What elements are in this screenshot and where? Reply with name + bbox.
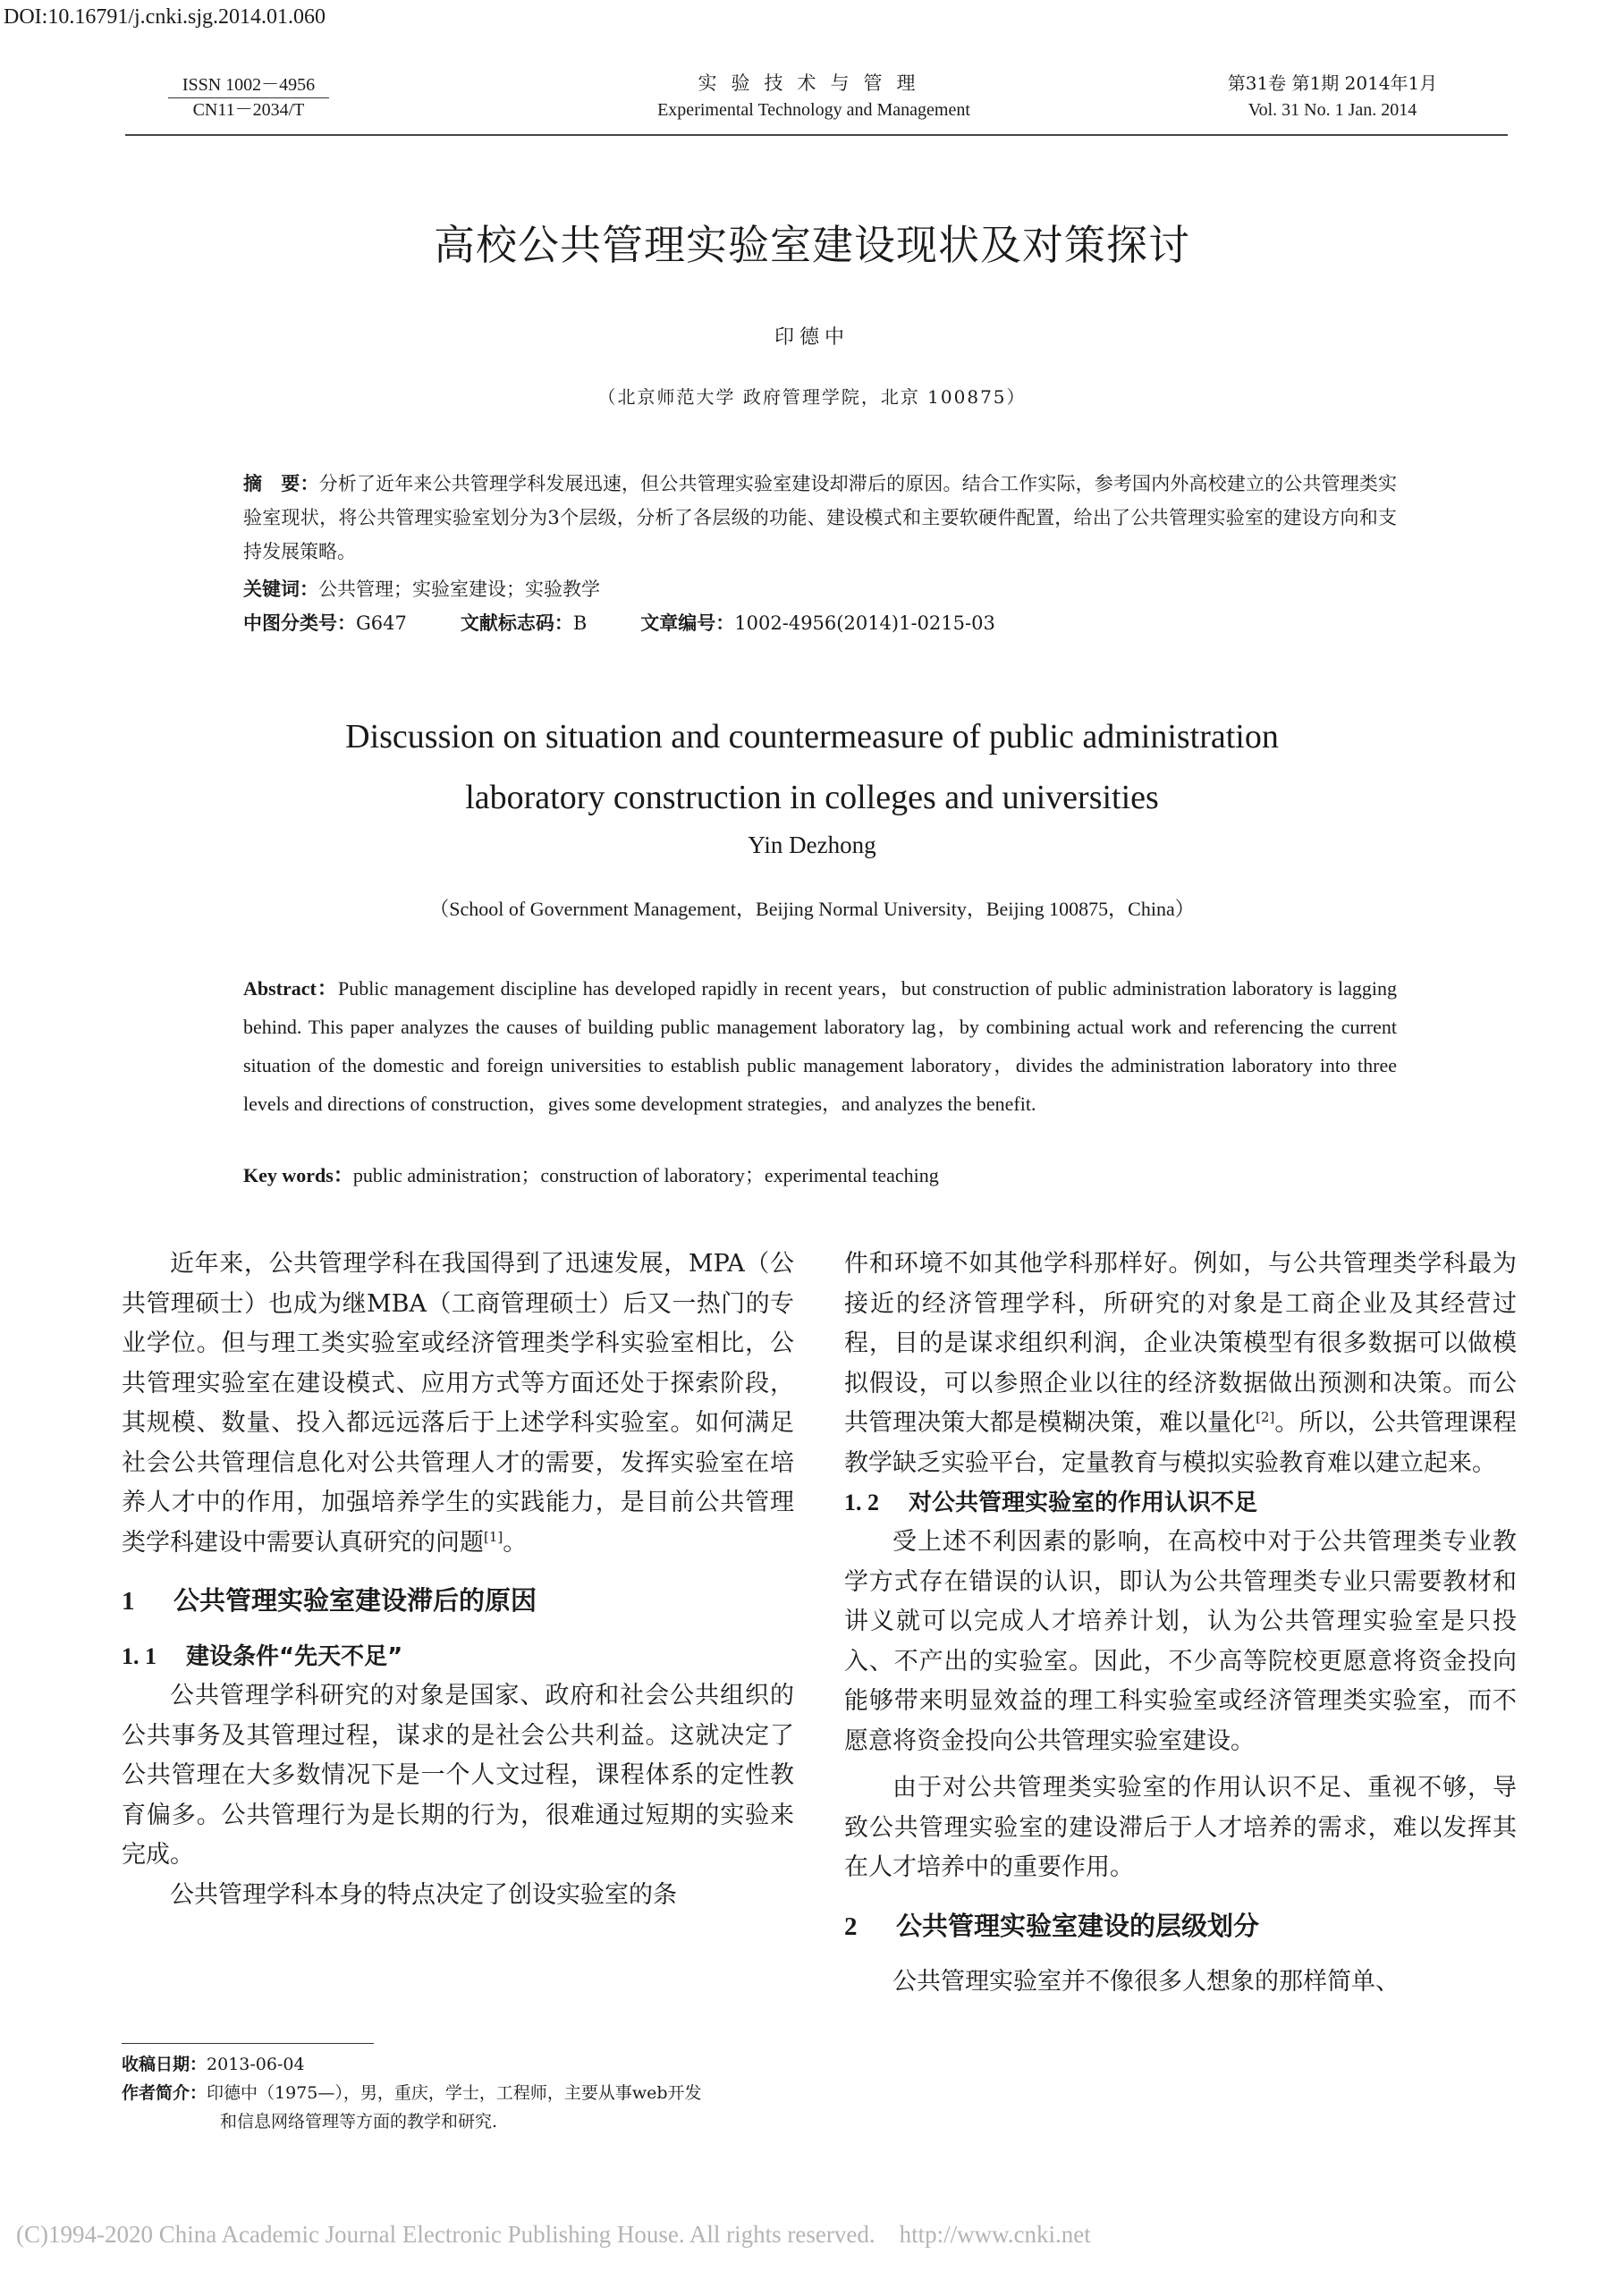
keywords-en-label: Key words： xyxy=(243,1164,353,1186)
header-rule xyxy=(125,134,1508,136)
paragraph-2-text: 件和环境不如其他学科那样好。例如，与公共管理类学科最为接近的经济管理学科，所研究的对象是工商企业及其经营过程，目的是谋求组织利润，企业决策模型有很多数据可以做模拟假设，可以参照企业以往的经济数据做出预测和决策。而公共管理决策大都是模糊决策，难以量化 xyxy=(844,1250,1517,1437)
affiliation-en: （School of Government Management，Beijing Normal University，Beijing 100875，China） xyxy=(429,898,1195,920)
section-2-title: 公共管理实验室建设的层级划分 xyxy=(896,1910,1260,1941)
section-1-title: 公共管理实验室建设滞后的原因 xyxy=(173,1585,537,1616)
keywords-cn-label: 关键词： xyxy=(243,578,318,600)
author-en: Yin Dezhong xyxy=(748,831,876,858)
title-en-line-1: Discussion on situation and countermeasure of public administration xyxy=(345,718,1279,755)
abstract-en xyxy=(243,969,1397,1123)
section-1-number: 1 xyxy=(122,1587,135,1616)
keywords-en xyxy=(243,1161,939,1188)
article-no-value: 1002-4956(2014)1-0215-03 xyxy=(734,612,995,634)
abstract-cn-label: 摘 要： xyxy=(243,473,319,494)
clc-value: G647 xyxy=(356,612,407,634)
citation-1: [1] xyxy=(484,1528,503,1545)
intro-end: 。 xyxy=(503,1528,528,1557)
intro-text: 近年来，公共管理学科在我国得到了迅速发展，MPA（公共管理硕士）也成为继MBA（工商管理硕士）后又一热门的专业学位。但与理工类实验室或经济管理类学科实验室相比，公共管理实验室在建设模式、应用方式等方面还处于探索阶段，其规模、数量、投入都远远落后于上述学科实验室。如何满足社会公共管理信息化对公共管理人才的需要，发挥实验室在培养人才中的作用，加强培养学生的实践能力，是目前公共管理类学科建设中需要认真研究的问题 xyxy=(122,1250,794,1557)
classification-line xyxy=(243,606,995,640)
paragraph-5: 公共管理实验室并不像很多人想象的那样简单、 xyxy=(892,1967,1400,1996)
issn-number: ISSN 1002－4956 xyxy=(168,73,329,98)
title-cn: 高校公共管理实验室建设现状及对策探讨 xyxy=(434,221,1190,269)
abstract-en-text: Public management discipline has developed rapidly in recent years，but construction of public administration laboratory is lagging behind. This paper analyzes the causes of building public management laboratory lag，by combining actual work and referencing the current situation of the domestic and foreign universities to establish public management laboratory，divides the administration laboratory into three levels and directions of construction，gives some development strategies，and analyzes the benefit. xyxy=(243,977,1397,1115)
intro-paragraph xyxy=(122,1245,794,1563)
title-en xyxy=(0,706,1624,828)
footnote-rule xyxy=(122,2043,374,2044)
section-1-1-number: 1. 1 xyxy=(122,1643,156,1669)
author-bio-line-1: 印德中（1975—），男，重庆，学士，工程师，主要从事web开发 xyxy=(207,2083,702,2103)
citation-2: [2] xyxy=(1256,1409,1275,1425)
volume-block xyxy=(1163,70,1502,123)
journal-name-cn: 实验技术与管理 xyxy=(698,72,930,94)
section-2-heading xyxy=(844,1906,1517,1946)
doi-line: DOI:10.16791/j.cnki.sjg.2014.01.060 xyxy=(4,5,326,29)
cn-number: CN11－2034/T xyxy=(192,100,305,120)
abstract-cn-text: 分析了近年来公共管理学科发展迅速，但公共管理实验室建设却滞后的原因。结合工作实际，参考国内外高校建立的公共管理类实验室现状，将公共管理实验室划分为3个层级，分析了各层级的功能、建设模式和主要软硬件配置，给出了公共管理实验室的建设方向和支持发展策略。 xyxy=(243,473,1398,562)
paragraph-2-end: 。所以，公共管理课程教学缺乏实验平台，定量教育与模拟实验教育难以建立起来。 xyxy=(844,1409,1518,1477)
body-column-left xyxy=(122,1245,794,1915)
paragraph-2-start: 公共管理学科本身的特点决定了创设实验室的条 xyxy=(170,1880,677,1909)
volume-cn: 第31卷 第1期 2014年1月 xyxy=(1227,72,1438,94)
affiliation-cn: （北京师范大学 政府管理学院，北京 100875） xyxy=(597,386,1027,408)
author-bio xyxy=(122,2080,702,2106)
received-date xyxy=(122,2051,305,2078)
section-1-1-heading xyxy=(122,1637,794,1676)
author-bio-label: 作者简介： xyxy=(122,2083,207,2103)
section-1-1-title: 建设条件“先天不足” xyxy=(186,1643,403,1670)
keywords-cn-text: 公共管理；实验室建设；实验教学 xyxy=(318,578,600,600)
doc-code-value: B xyxy=(572,612,588,634)
received-date-value: 2013-06-04 xyxy=(207,2055,305,2074)
abstract-cn xyxy=(243,467,1397,569)
title-en-line-2: laboratory construction in colleges and universities xyxy=(465,779,1159,816)
section-2-number: 2 xyxy=(844,1912,858,1941)
section-1-2-title: 对公共管理实验室的作用认识不足 xyxy=(909,1490,1258,1516)
section-1-2-heading xyxy=(844,1483,1517,1523)
author-cn: 印德中 xyxy=(774,326,850,349)
received-date-label: 收稿日期： xyxy=(122,2055,207,2074)
author-bio-line-2: 和信息网络管理等方面的教学和研究. xyxy=(220,2112,498,2131)
doc-code-label: 文献标志码： xyxy=(460,612,573,634)
body-column-right xyxy=(844,1245,1517,2002)
section-1-2-number: 1. 2 xyxy=(844,1490,879,1515)
paragraph-4: 由于对公共管理类实验室的作用认识不足、重视不够，导致公共管理实验室的建设滞后于人才培养的需求，难以发挥其在人才培养中的重要作用。 xyxy=(844,1774,1517,1881)
keywords-en-text: public administration；construction of laboratory；experimental teaching xyxy=(352,1164,939,1186)
issn-block xyxy=(168,73,329,122)
paragraph-3: 受上述不利因素的影响，在高校中对于公共管理类专业教学方式存在错误的认识，即认为公共管理类专业只需要教材和讲义就可以完成人才培养计划，认为公共管理实验室是只投入、不产出的实验室。因此，不少高等院校更愿意将资金投向能够带来明显效益的理工科实验室或经济管理类实验室，而不愿意将资金投向公共管理实验室建设。 xyxy=(844,1528,1517,1755)
volume-en: Vol. 31 No. 1 Jan. 2014 xyxy=(1248,100,1417,120)
article-no-label: 文章编号： xyxy=(640,612,735,634)
journal-name-block xyxy=(590,70,1037,123)
journal-name-en: Experimental Technology and Management xyxy=(657,100,970,120)
paragraph-1: 公共管理学科研究的对象是国家、政府和社会公共组织的公共事务及其管理过程，谋求的是社会公共利益。这就决定了公共管理在大多数情况下是一个人文过程，课程体系的定性教育偏多。公共管理行为是长期的行为，很难通过短期的实验来完成。 xyxy=(122,1682,794,1869)
clc-label: 中图分类号： xyxy=(243,612,356,634)
paragraph-2-continued xyxy=(844,1245,1517,1483)
section-1-heading xyxy=(122,1581,794,1621)
copyright-footer: (C)1994-2020 China Academic Journal Electronic Publishing House. All rights reserved. http://www.cnki.net xyxy=(16,2221,1091,2248)
abstract-en-label: Abstract： xyxy=(243,977,338,1000)
keywords-cn xyxy=(243,572,600,606)
